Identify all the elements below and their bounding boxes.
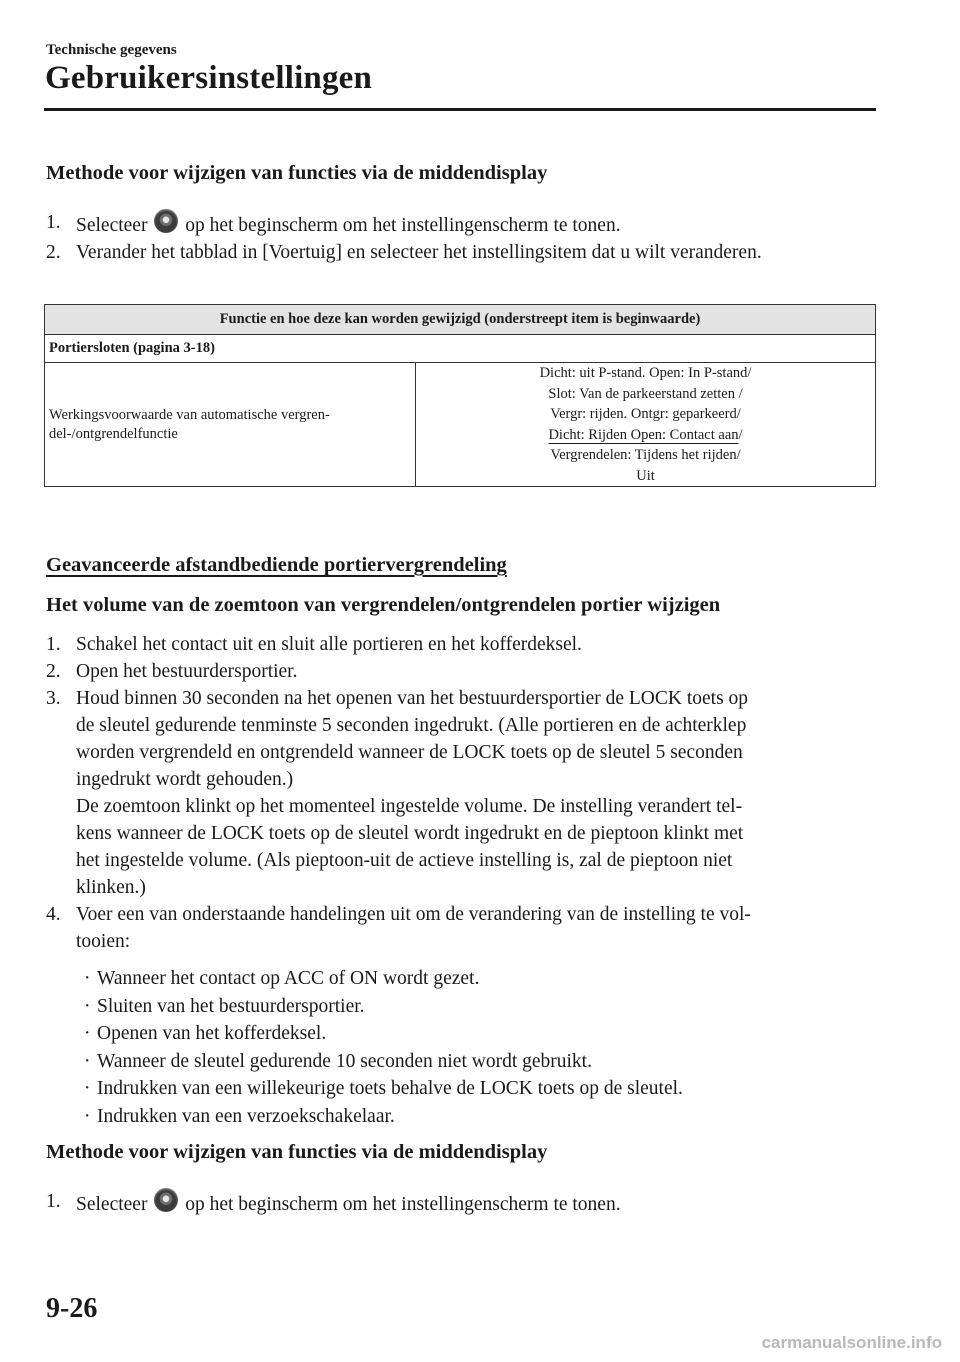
list-item-text: Sluiten van het bestuurdersportier.	[97, 995, 365, 1017]
bullet-dot-icon: ·	[84, 1078, 91, 1099]
step-line: kens wanneer de LOCK toets op de sleutel wordt ingedrukt en de pieptoon klinkt met	[76, 823, 744, 844]
step-line: Schakel het contact uit en sluit alle portieren en het kofferdeksel.	[76, 634, 582, 655]
step-number: 1.	[46, 634, 61, 655]
section-heading-remote-locking: Geavanceerde afstandbediende portiervergrendeling	[46, 554, 507, 576]
step-number: 4.	[46, 904, 61, 925]
option-separator: /	[736, 447, 741, 463]
step-text-before: Selecteer	[76, 1194, 148, 1215]
section-heading-display-method-2: Methode voor wijzigen van functies via de middendisplay	[46, 1141, 548, 1163]
watermark: carmanualsonline.info	[761, 1333, 942, 1352]
list-item	[76, 1048, 683, 1076]
bullet-dot-icon: ·	[84, 1023, 91, 1044]
step-item	[46, 658, 876, 685]
list-item-text: Indrukken van een willekeurige toets behalve de LOCK toets op de sleutel.	[97, 1078, 683, 1099]
option-line	[420, 363, 871, 384]
section-heading-display-method: Methode voor wijzigen van functies via de middendisplay	[46, 162, 548, 184]
list-item	[76, 1075, 683, 1103]
page-number: 9-26	[46, 1293, 98, 1324]
option-text: Slot: Van de parkeerstand zetten	[548, 385, 739, 402]
option-text: Dicht: uit P-stand. Open: In P-stand	[539, 365, 748, 381]
list-item	[76, 965, 683, 993]
steps-list-display-2	[46, 1188, 876, 1218]
function-name-cell	[45, 363, 416, 487]
option-text: Uit	[636, 467, 655, 484]
step-line: tooien:	[76, 931, 131, 952]
step-line: het ingestelde volume. (Als pieptoon-uit de actieve instelling is, zal de pieptoon niet	[76, 850, 733, 871]
step-number: 2.	[46, 661, 61, 682]
table-group-row	[45, 335, 876, 363]
table-row	[45, 363, 876, 487]
step-line: ingedrukt wordt gehouden.)	[76, 769, 294, 790]
option-separator: /	[738, 385, 743, 402]
option-separator: /	[736, 406, 741, 422]
option-line	[420, 445, 871, 466]
step-number: 1.	[46, 212, 61, 233]
table-header-row	[45, 305, 876, 335]
step-number: 2.	[46, 242, 61, 263]
steps-list-display	[46, 209, 876, 266]
option-separator: /	[747, 365, 752, 381]
title-rule	[44, 108, 876, 111]
list-item	[76, 993, 683, 1021]
breadcrumb: Technische gegevens	[46, 42, 177, 58]
step-line: Voer een van onderstaande handelingen uit om de verandering van de instelling te vol-	[76, 904, 751, 925]
options-cell	[416, 363, 876, 487]
step-line: de sleutel gedurende tenminste 5 seconden ingedrukt. (Alle portieren en de achterklep	[76, 715, 747, 736]
default-option-text: Dicht: Rijden Open: Contact aan	[548, 426, 739, 443]
list-item-text: Openen van het kofferdeksel.	[97, 1023, 327, 1044]
step-text-after: op het beginscherm om het instellingenscherm te tonen.	[185, 215, 621, 236]
bullet-dot-icon: ·	[84, 1105, 91, 1127]
list-item-text: Indrukken van een verzoekschakelaar.	[97, 1105, 395, 1127]
step-line: De zoemtoon klinkt op het momenteel ingestelde volume. De instelling verandert tel-	[76, 796, 743, 817]
list-item	[76, 1020, 683, 1048]
list-item-text: Wanneer de sleutel gedurende 10 seconden niet wordt gebruikt.	[97, 1050, 592, 1072]
step-line: Open het bestuurdersportier.	[76, 661, 298, 682]
table-header-cell: Functie en hoe deze kan worden gewijzigd (onderstreept item is beginwaarde)	[45, 305, 876, 335]
option-text: Vergr: rijden. Ontgr: geparkeerd	[550, 406, 737, 422]
step-item	[46, 239, 876, 266]
step-line: Houd binnen 30 seconden na het openen van het bestuurdersportier de LOCK toets op	[76, 688, 749, 709]
step-item	[46, 685, 876, 901]
option-line	[420, 425, 871, 446]
table-group-cell: Portiersloten (pagina 3-18)	[45, 335, 876, 363]
step-item	[46, 209, 876, 239]
page-title: Gebruikersinstellingen	[45, 60, 373, 96]
step-text-before: Selecteer	[76, 215, 148, 236]
function-line: Werkingsvoorwaarde van automatische vergren-	[49, 406, 330, 423]
step-text: Verander het tabblad in [Voertuig] en selecteer het instellingsitem dat u wilt veranderen.	[76, 242, 762, 263]
bullet-list-completion	[76, 965, 683, 1130]
step-item	[46, 631, 876, 658]
bullet-dot-icon: ·	[84, 1050, 91, 1072]
step-line: klinken.)	[76, 877, 146, 898]
step-number: 1.	[46, 1191, 61, 1212]
list-item-text: Wanneer het contact op ACC of ON wordt gezet.	[97, 968, 480, 989]
settings-gear-icon	[154, 1188, 178, 1212]
step-text-after: op het beginscherm om het instellingenscherm te tonen.	[185, 1194, 621, 1215]
option-separator: /	[738, 426, 743, 443]
option-line	[420, 404, 871, 425]
steps-list-beep-volume	[46, 631, 876, 955]
step-number: 3.	[46, 688, 61, 709]
settings-gear-icon	[154, 209, 178, 233]
function-line: del-/ontgrendelfunctie	[49, 425, 178, 442]
subheading-beep-volume: Het volume van de zoemtoon van vergrendelen/ontgrendelen portier wijzigen	[46, 594, 721, 616]
option-line	[420, 466, 871, 487]
step-line: worden vergrendeld en ontgrendeld wanneer de LOCK toets op de sleutel 5 seconden	[76, 742, 743, 763]
bullet-dot-icon: ·	[84, 995, 91, 1017]
option-text: Vergrendelen: Tijdens het rijden	[550, 447, 737, 463]
option-line	[420, 384, 871, 405]
settings-table	[44, 304, 876, 487]
step-item	[46, 1188, 876, 1218]
list-item	[76, 1103, 683, 1131]
step-item	[46, 901, 876, 955]
bullet-dot-icon: ·	[84, 968, 91, 989]
